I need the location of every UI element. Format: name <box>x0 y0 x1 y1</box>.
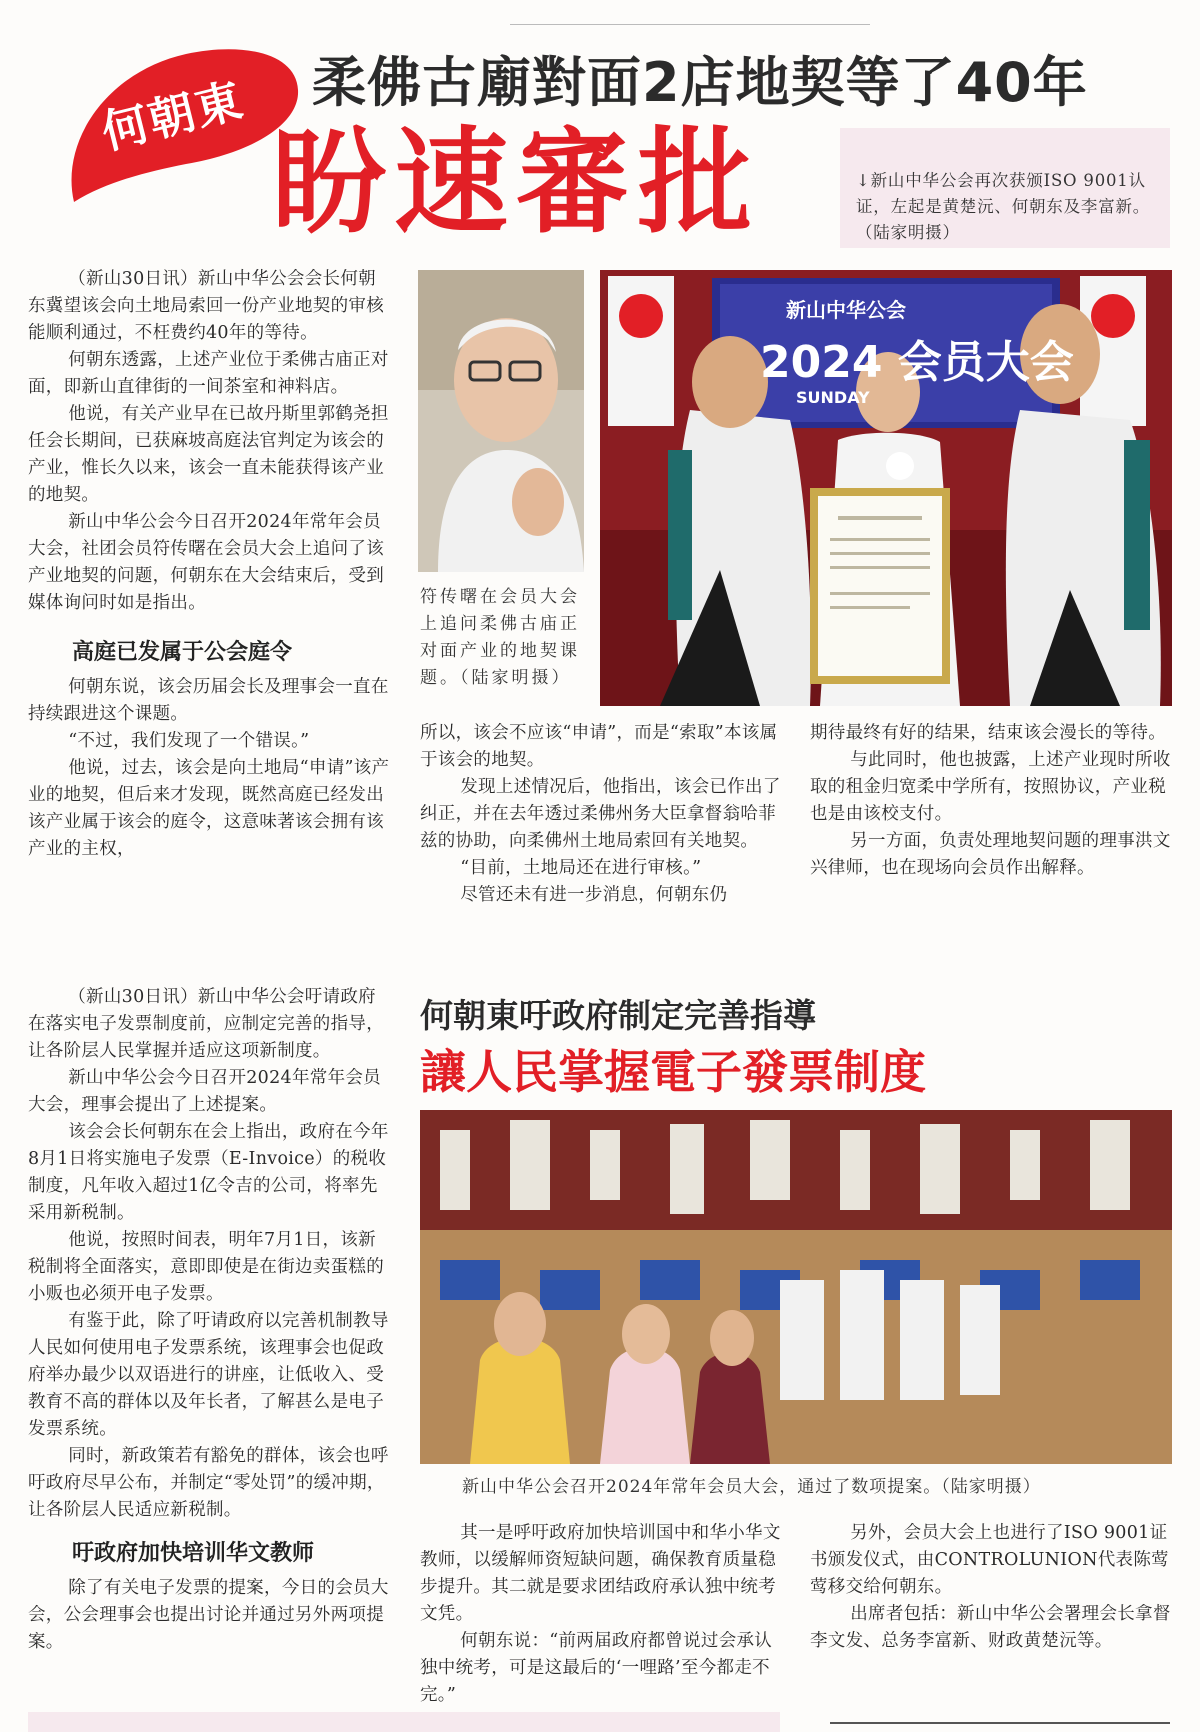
story1-column3 <box>810 720 1174 882</box>
story2-column1 <box>28 984 392 1656</box>
subheading: 高庭已发属于公会庭令 <box>72 640 293 665</box>
meeting-photo <box>420 1110 1172 1464</box>
story1-column2 <box>420 720 784 909</box>
paragraph: 何朝东说：“前两届政府都曾说过会承认独中统考，可是这最后的‘一哩路’至今都走不完。” <box>420 1631 773 1705</box>
paragraph: 何朝东透露，上述产业位于柔佛古庙正对面，即新山直律街的一间茶室和神料店。 <box>28 350 389 397</box>
paragraph: 有鉴于此，除了吁请政府以完善机制教导人民如何使用电子发票系统，该理事会也促政府举办最少以双语进行的讲座，让低收入、受教育不高的群体以及年长者，了解甚么是电子发票系统。 <box>28 1311 389 1439</box>
banner-day: SUNDAY <box>796 388 870 407</box>
meeting-illustration <box>420 1110 1172 1464</box>
paragraph: 他说，按照时间表，明年7月1日，该新税制将全面落实，意即即使是在街边卖蛋糕的小贩也必须开电子发票。 <box>28 1230 384 1304</box>
paragraph: 另外，会员大会上也进行了ISO 9001证书颁发仪式，由CONTROLUNION代表陈莺莺移交给何朝东。 <box>810 1523 1169 1597</box>
paragraph: 他说，有关产业早在已故丹斯里郭鹤尧担任会长期间，已获麻坡高庭法官判定为该会的产业，惟长久以来，该会一直未能获得该产业的地契。 <box>28 404 389 505</box>
paragraph: 新山中华公会今日召开2024年常年会员大会，社团会员符传曙在会员大会上追问了该产业地契的问题，何朝东在大会结束后，受到媒体询问时如是指出。 <box>28 512 384 613</box>
paragraph: 出席者包括：新山中华公会署理会长拿督李文发、总务李富新、财政黄楚沅等。 <box>810 1604 1171 1651</box>
headline-kicker: 柔佛古廟對面2店地契等了40年 <box>312 51 1088 114</box>
story1-column1 <box>28 266 392 863</box>
paragraph: 同时，新政策若有豁免的群体，该会也呼吁政府尽早公布，并制定“零处罚”的缓冲期，让各阶层人民适应新税制。 <box>28 1446 389 1520</box>
story2-kicker: 何朝東吁政府制定完善指導 <box>420 996 816 1035</box>
top-rule <box>510 24 870 25</box>
paragraph: 除了有关电子发票的提案，今日的会员大会，公会理事会也提出讨论并通过另外两项提案。 <box>28 1578 389 1652</box>
portrait-caption: 符传曙在会员大会上追问柔佛古庙正对面产业的地契课题。（陆家明摄） <box>420 587 580 688</box>
paragraph: 所以，该会不应该“申请”，而是“索取”本该属于该会的地契。 <box>420 723 778 770</box>
certificate-photo <box>600 270 1172 706</box>
story2-column3 <box>810 1520 1174 1655</box>
name-badge <box>66 42 302 212</box>
subheading: 吁政府加快培训华文教师 <box>72 1541 315 1566</box>
portrait-photo <box>418 270 584 572</box>
paragraph: “不过，我们发现了一个错误。” <box>68 731 310 751</box>
portrait-illustration <box>418 270 584 572</box>
paragraph: 另一方面，负责处理地契问题的理事洪文兴律师，也在现场向会员作出解释。 <box>810 831 1171 878</box>
paragraph: “目前，土地局还在进行审核。” <box>460 858 702 878</box>
paragraph: （新山30日讯）新山中华公会吁请政府在落实电子发票制度前，应制定完善的指导，让各阶层人民掌握并适应这项新制度。 <box>28 987 384 1061</box>
top-photo-caption: ↓新山中华公会再次获颁ISO 9001认证，左起是黄楚沅、何朝东及李富新。（陆家明摄） <box>856 171 1151 242</box>
paragraph: （新山30日讯）新山中华公会会长何朝东冀望该会向土地局索回一份产业地契的审核能顺利通过，不枉费约40年的等待。 <box>28 269 384 343</box>
paragraph: 其一是呼吁政府加快培训国中和华小华文教师，以缓解师资短缺问题，确保教育质量稳步提升。其二就是要求团结政府承认独中统考文凭。 <box>420 1523 781 1624</box>
paragraph: 他说，过去，该会是向土地局“申请”该产业的地契，但后来才发现，既然高庭已经发出该产业属于该会的庭令，这意味著该会拥有该产业的主权， <box>28 758 390 859</box>
paragraph: 何朝东说，该会历届会长及理事会一直在持续跟进这个课题。 <box>28 677 389 724</box>
headline-main: 盼速審批 <box>272 116 761 249</box>
banner-org: 新山中华公会 <box>786 298 906 322</box>
banner-event: 2024 会员大会 <box>760 337 1074 388</box>
story2-headline: 讓人民掌握電子發票制度 <box>420 1045 926 1099</box>
meeting-photo-caption: 新山中华公会召开2024年常年会员大会，通过了数项提案。（陆家明摄） <box>462 1477 1041 1497</box>
story2-column2 <box>420 1520 784 1709</box>
paragraph: 期待最终有好的结果，结束该会漫长的等待。 <box>810 723 1166 743</box>
name-badge-text: 何朝東 <box>96 72 250 160</box>
paragraph: 尽管还未有进一步消息，何朝东仍 <box>460 885 728 905</box>
paragraph: 新山中华公会今日召开2024年常年会员大会，理事会提出了上述提案。 <box>28 1068 381 1115</box>
paragraph: 发现上述情况后，他指出，该会已作出了纠正，并在去年透过柔佛州务大臣拿督翁哈菲兹的协助，向柔佛州土地局索回有关地契。 <box>420 777 781 851</box>
paragraph: 该会会长何朝东在会上指出，政府在今年8月1日将实施电子发票（E-Invoice）的税收制度，凡年收入超过1亿令吉的公司，将率先采用新税制。 <box>28 1122 389 1223</box>
paragraph: 与此同时，他也披露，上述产业现时所收取的租金归宽柔中学所有，按照协议，产业税也是由该校支付。 <box>810 750 1171 824</box>
bottom-pink-bar <box>28 1712 780 1732</box>
bottom-rule <box>830 1722 1170 1724</box>
